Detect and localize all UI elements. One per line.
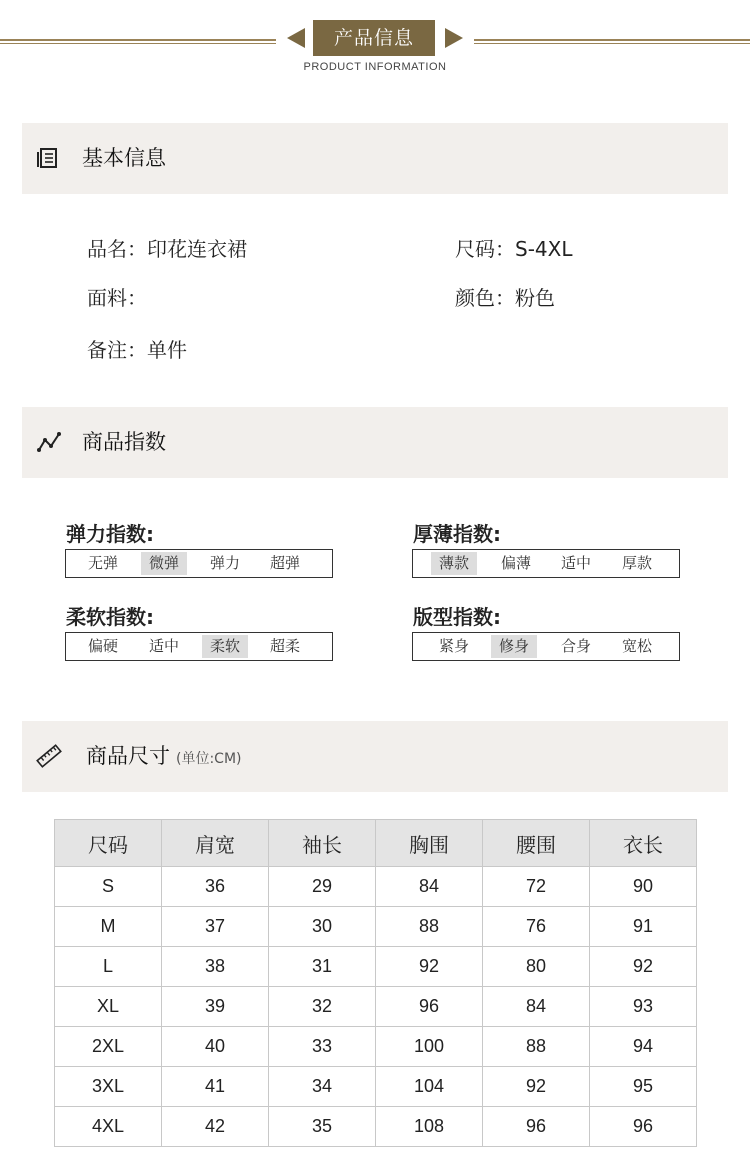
header-ribbon-left: [287, 28, 305, 48]
table-cell: 35: [269, 1107, 376, 1147]
table-cell: 94: [590, 1027, 697, 1067]
size-unit: (单位:CM): [176, 751, 242, 767]
header-title: 产品信息: [313, 20, 435, 56]
table-cell: 72: [483, 867, 590, 907]
table-cell: 92: [376, 947, 483, 987]
index-option: 宽松: [621, 637, 652, 655]
table-row: [55, 987, 697, 1027]
table-cell: 91: [590, 907, 697, 947]
section-basic-info: [22, 123, 728, 194]
section-title: 基本信息: [82, 146, 166, 170]
index-option: 厚款: [621, 554, 652, 572]
index-option: 适中: [148, 637, 179, 655]
index-option: 偏硬: [87, 637, 118, 655]
index-option: 偏薄: [500, 554, 531, 572]
table-cell: 42: [162, 1107, 269, 1147]
table-cell: 88: [376, 907, 483, 947]
thickness-index-scale: [412, 549, 680, 578]
section-product-index: [22, 407, 728, 478]
table-cell: 96: [376, 987, 483, 1027]
index-option-selected: 微弹: [141, 552, 187, 575]
product-name: 品名：印花连衣裙: [87, 237, 247, 261]
trend-line-icon: [36, 429, 62, 455]
table-cell: M: [55, 907, 162, 947]
table-cell: 95: [590, 1067, 697, 1107]
section-title: 商品指数: [82, 430, 166, 454]
table-cell: 80: [483, 947, 590, 987]
product-note: 备注：单件: [87, 338, 187, 362]
product-fabric: 面料：: [87, 286, 147, 310]
product-color: 颜色：粉色: [455, 286, 555, 310]
table-cell: 41: [162, 1067, 269, 1107]
section-title: [86, 721, 242, 795]
elasticity-index-scale: [65, 549, 333, 578]
index-option-selected: 薄款: [431, 552, 477, 575]
table-cell: 104: [376, 1067, 483, 1107]
table-row: [55, 1107, 697, 1147]
table-cell: 84: [483, 987, 590, 1027]
table-cell: 100: [376, 1027, 483, 1067]
table-row: [55, 1067, 697, 1107]
ruler-icon: [36, 743, 62, 769]
table-cell: 96: [590, 1107, 697, 1147]
header-subtitle: PRODUCT INFORMATION: [303, 61, 447, 73]
table-cell: 33: [269, 1027, 376, 1067]
column-header: 衣长: [590, 820, 697, 867]
table-row: [55, 947, 697, 987]
table-cell: XL: [55, 987, 162, 1027]
index-option: 超弹: [269, 554, 300, 572]
table-cell: 29: [269, 867, 376, 907]
table-cell: 34: [269, 1067, 376, 1107]
index-option: 适中: [560, 554, 591, 572]
header-rule-left: [0, 39, 276, 41]
table-row: [55, 907, 697, 947]
index-option: 无弹: [87, 554, 118, 572]
column-header: 尺码: [55, 820, 162, 867]
table-cell: L: [55, 947, 162, 987]
softness-index-title: 柔软指数:: [66, 605, 154, 629]
table-cell: 96: [483, 1107, 590, 1147]
thickness-index-title: 厚薄指数:: [413, 522, 501, 546]
index-option: 合身: [560, 637, 591, 655]
table-cell: 88: [483, 1027, 590, 1067]
table-cell: 84: [376, 867, 483, 907]
column-header: 胸围: [376, 820, 483, 867]
table-cell: 3XL: [55, 1067, 162, 1107]
product-size-range: 尺码：S-4XL: [455, 237, 573, 261]
table-cell: 36: [162, 867, 269, 907]
section-title-text: 商品尺寸: [86, 744, 170, 768]
table-cell: 90: [590, 867, 697, 907]
table-cell: 39: [162, 987, 269, 1027]
table-cell: 92: [590, 947, 697, 987]
table-cell: 40: [162, 1027, 269, 1067]
table-cell: 93: [590, 987, 697, 1027]
header-rule-left-thin: [0, 43, 276, 44]
section-product-size: [22, 721, 728, 792]
table-cell: 76: [483, 907, 590, 947]
table-cell: S: [55, 867, 162, 907]
table-cell: 4XL: [55, 1107, 162, 1147]
document-list-icon: [36, 145, 62, 171]
header-rule-right-thin: [474, 43, 750, 44]
fit-index-title: 版型指数:: [413, 605, 501, 629]
index-option: 弹力: [209, 554, 240, 572]
table-row: [55, 1027, 697, 1067]
header-rule-right: [474, 39, 750, 41]
table-cell: 30: [269, 907, 376, 947]
fit-index-scale: [412, 632, 680, 661]
column-header: 腰围: [483, 820, 590, 867]
table-cell: 108: [376, 1107, 483, 1147]
table-cell: 32: [269, 987, 376, 1027]
table-cell: 37: [162, 907, 269, 947]
table-header-row: [55, 820, 697, 867]
index-option: 超柔: [269, 637, 300, 655]
header-ribbon-right: [445, 28, 463, 48]
column-header: 袖长: [269, 820, 376, 867]
elasticity-index-title: 弹力指数:: [66, 522, 154, 546]
table-cell: 92: [483, 1067, 590, 1107]
index-option: 紧身: [438, 637, 469, 655]
table-cell: 2XL: [55, 1027, 162, 1067]
index-option-selected: 修身: [491, 635, 537, 658]
column-header: 肩宽: [162, 820, 269, 867]
index-option-selected: 柔软: [202, 635, 248, 658]
softness-index-scale: [65, 632, 333, 661]
size-table: [54, 819, 697, 1147]
table-cell: 31: [269, 947, 376, 987]
table-cell: 38: [162, 947, 269, 987]
table-row: [55, 867, 697, 907]
